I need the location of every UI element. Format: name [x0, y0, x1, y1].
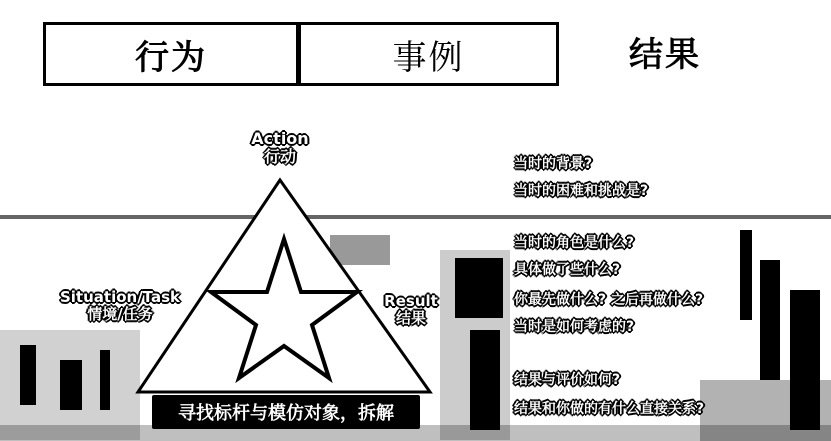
question-item: 当时的困难和挑战是?	[514, 183, 649, 199]
question-item: 结果与评价如何?	[514, 372, 621, 388]
action-label-en: Action	[251, 129, 309, 148]
question-item: 具体做了些什么?	[514, 262, 621, 278]
result-label	[378, 293, 444, 328]
result-label-en: Result	[384, 292, 438, 310]
action-label-zh: 行动	[263, 147, 296, 167]
tab-result-label: 结果	[629, 34, 701, 75]
question-item: 你最先做什么? 之后再做什么?	[514, 292, 704, 308]
question-item: 当时的角色是什么?	[514, 235, 635, 251]
question-item: 当时的背景?	[514, 156, 593, 172]
benchmark-banner: 寻找标杆与模仿对象，拆解	[152, 395, 420, 429]
tab-example-label: 事例	[392, 37, 465, 78]
situation-label	[52, 289, 188, 324]
action-label	[240, 130, 320, 167]
tab-behavior-label: 行为	[135, 37, 207, 78]
situation-label-en: Situation/Task	[59, 288, 180, 306]
question-item: 结果和你做的有什么直接关系?	[514, 401, 705, 417]
situation-label-zh: 情境/任务	[87, 305, 153, 324]
result-label-zh: 结果	[395, 309, 426, 328]
question-item: 当时是如何考虑的?	[514, 319, 635, 335]
